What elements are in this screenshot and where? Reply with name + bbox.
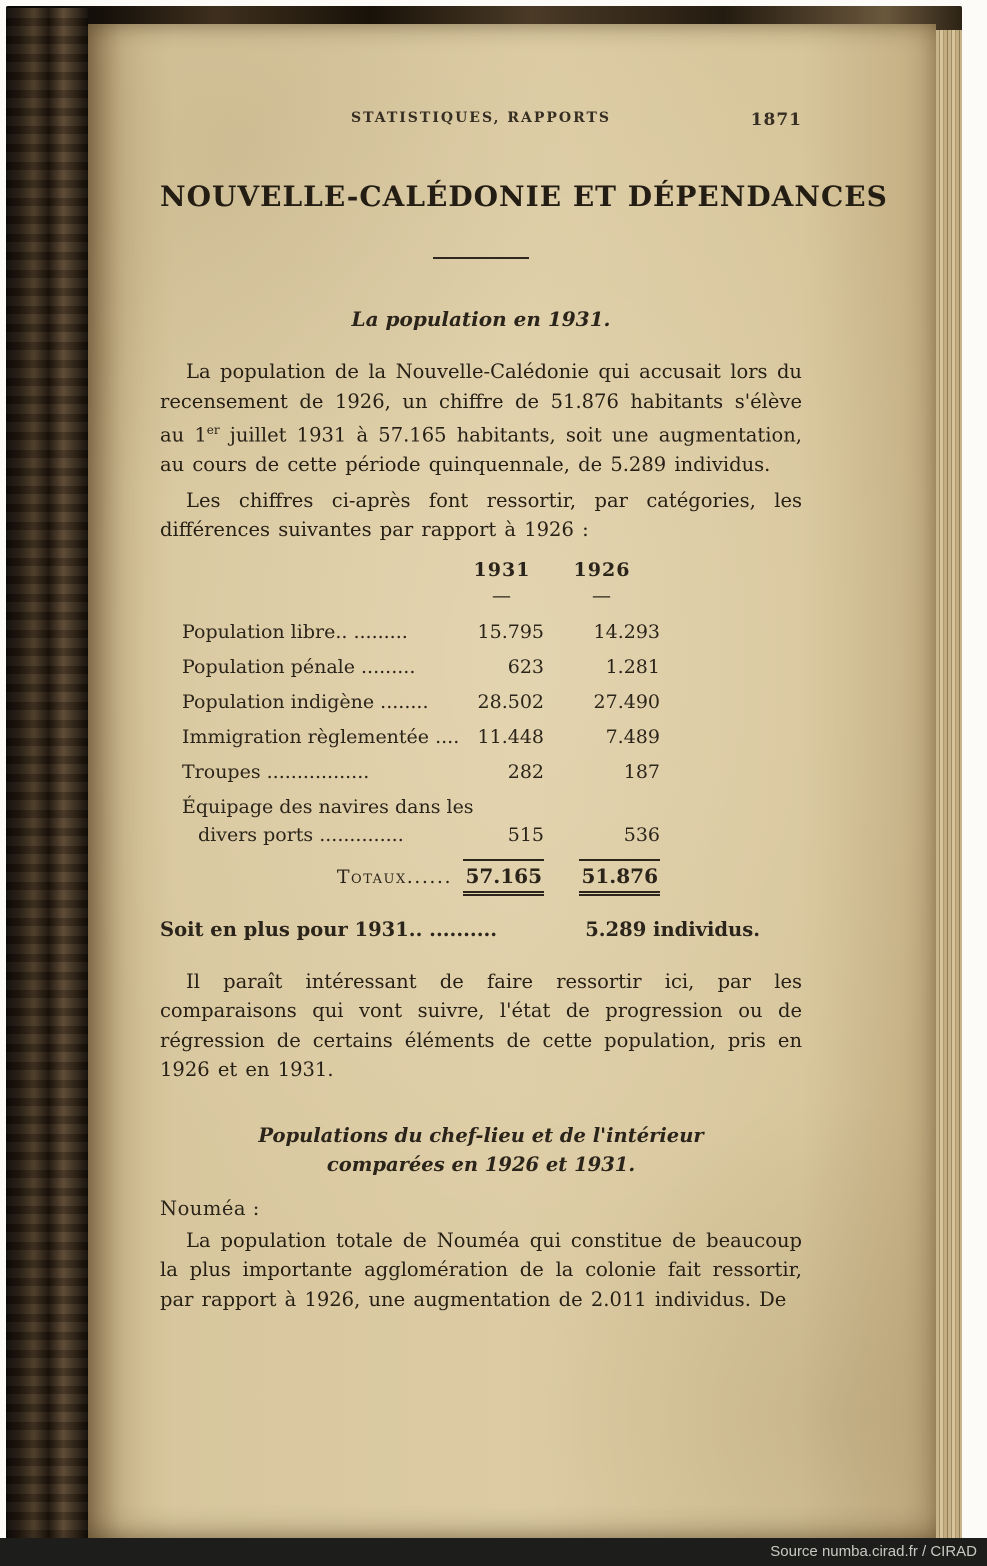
row-label: Immigration règlementée .... <box>182 725 460 748</box>
dash-1926: — <box>592 584 612 607</box>
page-title: NOUVELLE-CALÉDONIE ET DÉPENDANCES <box>160 180 888 213</box>
totals-label: Totaux...... <box>336 865 452 888</box>
source-footer <box>0 1538 987 1566</box>
paragraph-1-text-a: La population de la Nouvelle-Calédonie qui accusait lors du recensement de 1926, un chiffre de 51.876 habitants s'élève au 1 <box>160 360 802 447</box>
noumea-label: Nouméa : <box>160 1196 260 1220</box>
table-totals-row <box>160 859 802 896</box>
population-table <box>160 559 802 896</box>
table-row-equipage-line1 <box>160 796 802 818</box>
table-row <box>160 761 802 783</box>
page-number: 1871 <box>750 110 802 130</box>
divider-rule <box>433 257 529 259</box>
totals-1931-cell <box>460 859 544 896</box>
book-spine <box>6 8 88 1538</box>
page-content <box>88 24 936 1314</box>
row-value-1931: 515 <box>507 823 544 846</box>
dash-1931: — <box>492 584 512 607</box>
row-label: divers ports .............. <box>198 823 404 846</box>
running-head <box>160 110 802 130</box>
row-value-1931: 11.448 <box>477 725 544 748</box>
table-row-equipage-line2 <box>160 824 802 846</box>
row-value-1926: 536 <box>623 823 660 846</box>
running-title: STATISTIQUES, RAPPORTS <box>350 110 611 126</box>
table-header-row <box>160 559 802 581</box>
row-label: Équipage des navires dans les <box>182 795 474 818</box>
book-page <box>88 24 936 1538</box>
row-value-1931: 15.795 <box>477 620 544 643</box>
paragraph-1-text-b: juillet 1931 à 57.165 habitants, soit une augmentation, au cours de cette période quinquennale, de 5.289 individus. <box>160 423 802 476</box>
row-value-1926: 27.490 <box>593 690 660 713</box>
subsection-heading-line1: Populations du chef-lieu et de l'intérieur <box>258 1123 704 1147</box>
table-row <box>160 726 802 748</box>
subsection-heading-line2: comparées en 1926 et 1931. <box>326 1152 636 1176</box>
column-header-1931: 1931 <box>473 558 531 581</box>
row-label: Population indigène ........ <box>182 690 429 713</box>
section-heading: La population en 1931. <box>351 307 611 331</box>
row-value-1926: 187 <box>623 760 660 783</box>
surplus-label: Soit en plus pour 1931.. .......... <box>160 917 498 941</box>
table-row <box>160 656 802 678</box>
row-value-1931: 282 <box>507 760 544 783</box>
paragraph-3: Il paraît intéressant de faire ressortir ici, par les comparaisons qui vont suivre, l'état de progression ou de régression de certains éléments de cette population, pris en 1926 et en 1931. <box>160 969 802 1081</box>
paragraph-1 <box>160 357 802 480</box>
row-value-1926: 7.489 <box>605 725 660 748</box>
column-header-1926: 1926 <box>573 558 631 581</box>
paragraph-4: La population totale de Nouméa qui constitue de beaucoup la plus importante agglomération de la colonie fait ressortir, par rapport à 1926, une augmentation de 2.011 individus. De <box>160 1228 802 1311</box>
table-row <box>160 621 802 643</box>
table-dash-row <box>160 585 802 607</box>
row-value-1931: 623 <box>507 655 544 678</box>
paragraph-2: Les chiffres ci-après font ressortir, par catégories, les différences suivantes par rapport à 1926 : <box>160 488 802 541</box>
row-label: Troupes ................. <box>182 760 370 783</box>
table-row <box>160 691 802 713</box>
row-value-1926: 14.293 <box>593 620 660 643</box>
totals-1926-cell <box>544 859 660 896</box>
row-label: Population libre.. ......... <box>182 620 408 643</box>
row-value-1931: 28.502 <box>477 690 544 713</box>
surplus-value: 5.289 individus. <box>585 917 760 941</box>
surplus-row <box>160 918 802 941</box>
superscript-er: er <box>206 423 220 437</box>
totals-value-1931: 57.165 <box>463 859 544 896</box>
subsection-heading <box>160 1121 802 1179</box>
totals-value-1926: 51.876 <box>579 859 660 896</box>
row-value-1926: 1.281 <box>605 655 660 678</box>
row-label: Population pénale ......... <box>182 655 416 678</box>
page-edges <box>936 30 962 1538</box>
source-credit: Source numba.cirad.fr / CIRAD <box>770 1543 977 1560</box>
